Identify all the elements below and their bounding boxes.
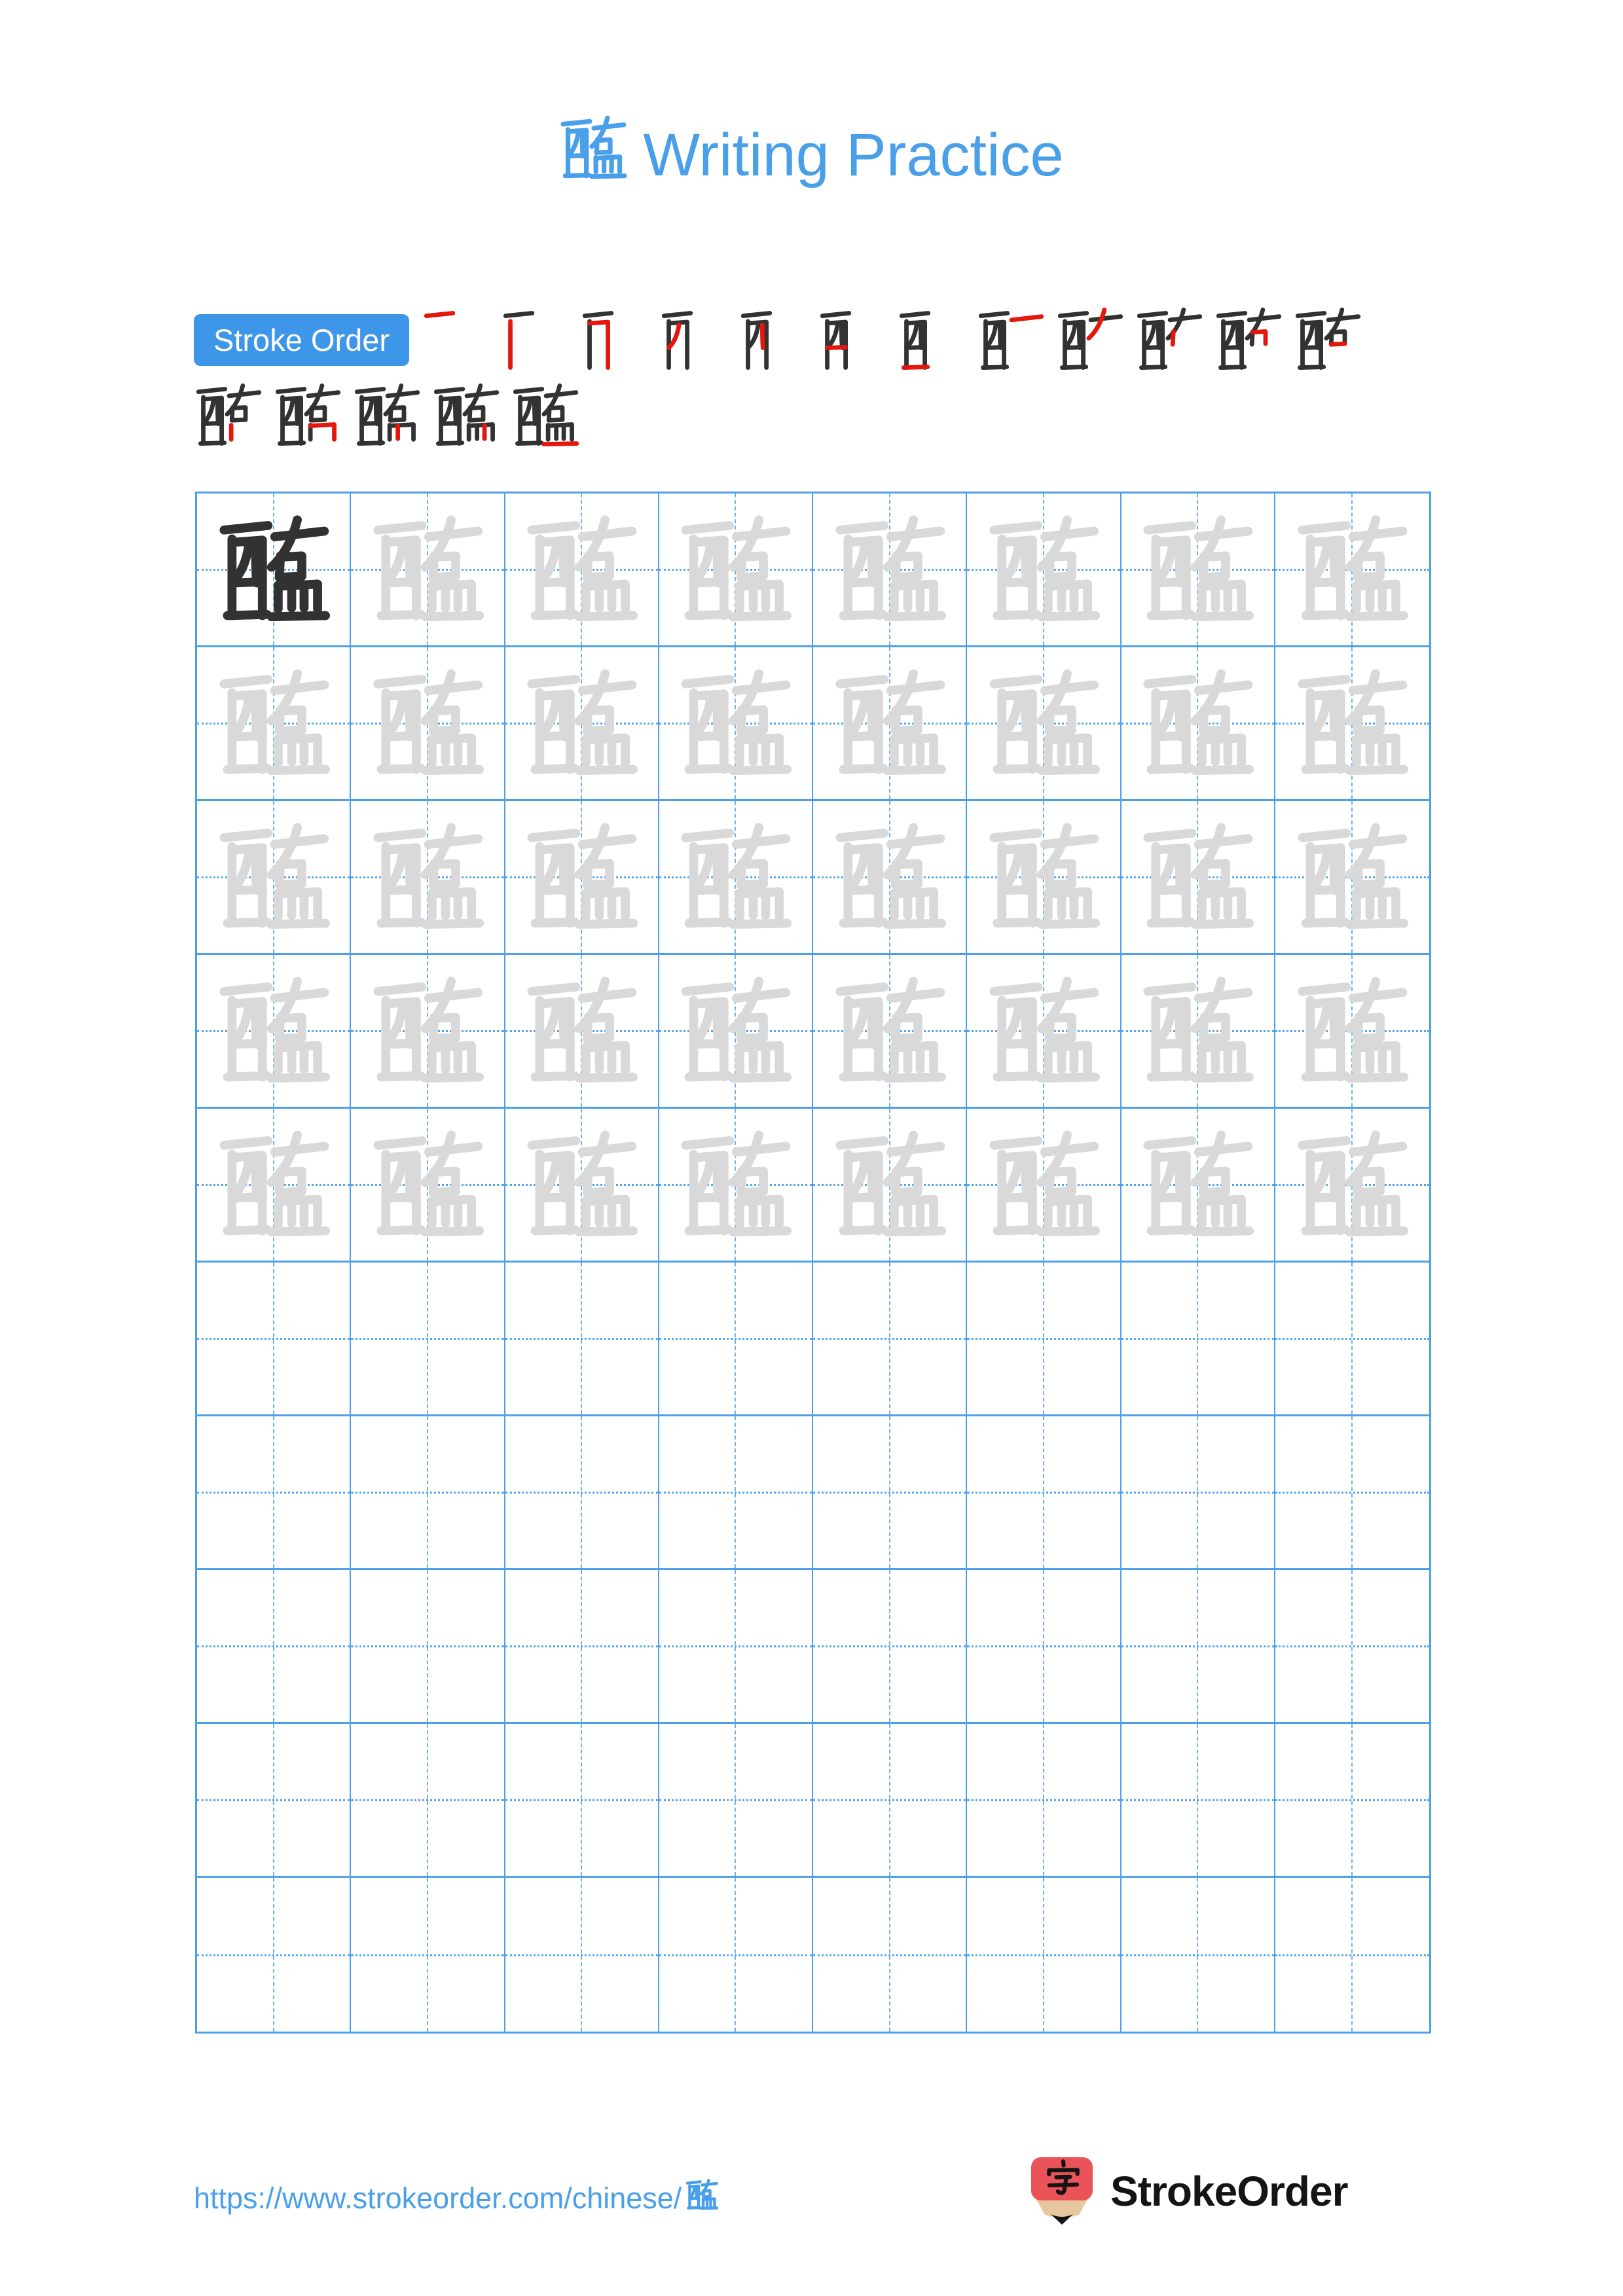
- practice-cell: [197, 955, 351, 1109]
- practice-cell: [351, 1878, 505, 2032]
- practice-cell: [505, 1109, 659, 1263]
- practice-cell: [505, 647, 659, 801]
- stroke-step-thumbnail: [511, 381, 580, 450]
- trace-character: [679, 975, 792, 1087]
- practice-cell: [351, 1724, 505, 1878]
- practice-cell: [1122, 1724, 1275, 1878]
- practice-cell: [967, 1570, 1121, 1724]
- trace-character: [525, 821, 638, 933]
- trace-character: [1141, 667, 1254, 780]
- trace-character: [1296, 821, 1408, 933]
- trace-character: [833, 667, 946, 780]
- practice-cell: [351, 955, 505, 1109]
- practice-cell: [505, 1878, 659, 2032]
- stroke-step-thumbnail: [352, 381, 422, 450]
- practice-cell: [197, 1416, 351, 1570]
- practice-cell: [813, 647, 967, 801]
- trace-character: [833, 821, 946, 933]
- practice-cell: [967, 1109, 1121, 1263]
- trace-character: [371, 667, 484, 780]
- practice-cell: [813, 801, 967, 955]
- example-character: [217, 513, 330, 626]
- practice-cell: [659, 1878, 813, 2032]
- brand-name: StrokeOrder: [1110, 2168, 1348, 2215]
- trace-character: [217, 1128, 330, 1241]
- practice-cell: [351, 1109, 505, 1263]
- trace-character: [679, 821, 792, 933]
- trace-character: [1296, 975, 1408, 1087]
- trace-character: [833, 513, 946, 626]
- stroke-step-thumbnail: [1055, 305, 1125, 374]
- practice-cell: [197, 1878, 351, 2032]
- stroke-order-badge: Stroke Order: [194, 314, 409, 366]
- practice-cell: [967, 493, 1121, 647]
- practice-cell: [967, 1263, 1121, 1416]
- practice-cell: [505, 1724, 659, 1878]
- practice-cell: [1275, 1724, 1429, 1878]
- practice-cell: [813, 1878, 967, 2032]
- practice-cell: [967, 1416, 1121, 1570]
- trace-character: [525, 1128, 638, 1241]
- practice-cell: [1275, 1109, 1429, 1263]
- practice-cell: [967, 1724, 1121, 1878]
- stroke-step-thumbnail: [897, 305, 966, 374]
- trace-character: [987, 1128, 1100, 1241]
- practice-cell: [1275, 1263, 1429, 1416]
- trace-character: [987, 821, 1100, 933]
- practice-cell: [659, 1416, 813, 1570]
- practice-cell: [1122, 1416, 1275, 1570]
- practice-cell: [1275, 647, 1429, 801]
- practice-cell: [813, 1570, 967, 1724]
- practice-cell: [813, 493, 967, 647]
- stroke-step-thumbnail: [976, 305, 1046, 374]
- practice-cell: [659, 801, 813, 955]
- source-url-text: https://www.strokeorder.com/chinese/: [194, 2181, 682, 2215]
- practice-cell: [505, 1416, 659, 1570]
- trace-character: [1141, 1128, 1254, 1241]
- practice-cell: [967, 955, 1121, 1109]
- trace-character: [371, 1128, 484, 1241]
- trace-character: [525, 667, 638, 780]
- stroke-step-thumbnail: [659, 305, 729, 374]
- stroke-step-thumbnail: [739, 305, 808, 374]
- trace-character: [217, 975, 330, 1087]
- trace-character: [833, 1128, 946, 1241]
- trace-character: [371, 975, 484, 1087]
- practice-cell: [813, 1263, 967, 1416]
- page-title: [0, 113, 1623, 198]
- page-title-text: Writing Practice: [643, 121, 1064, 188]
- practice-grid: [195, 492, 1431, 2034]
- trace-character: [679, 513, 792, 626]
- practice-cell: [967, 647, 1121, 801]
- trace-character: [1141, 821, 1254, 933]
- trace-character: [217, 667, 330, 780]
- practice-cell: [813, 1109, 967, 1263]
- practice-cell: [505, 493, 659, 647]
- practice-cell: [1122, 647, 1275, 801]
- stroke-order-section: [194, 305, 1439, 450]
- practice-cell: [351, 647, 505, 801]
- trace-character: [1296, 1128, 1408, 1241]
- trace-character: [679, 1128, 792, 1241]
- trace-character: [833, 975, 946, 1087]
- practice-cell: [1275, 1570, 1429, 1724]
- practice-cell: [351, 1416, 505, 1570]
- practice-cell: [659, 1263, 813, 1416]
- stroke-step-thumbnail: [194, 381, 263, 450]
- title-character-glyph: [559, 114, 627, 196]
- trace-character: [371, 513, 484, 626]
- practice-cell: [351, 801, 505, 955]
- source-url-character-glyph: [685, 2178, 718, 2218]
- practice-cell: [659, 1724, 813, 1878]
- trace-character: [987, 667, 1100, 780]
- practice-cell: [351, 1263, 505, 1416]
- practice-cell: [1122, 493, 1275, 647]
- trace-character: [987, 513, 1100, 626]
- trace-character: [987, 975, 1100, 1087]
- practice-cell: [659, 955, 813, 1109]
- trace-character: [371, 821, 484, 933]
- practice-cell: [351, 493, 505, 647]
- stroke-step-thumbnail: [431, 381, 501, 450]
- practice-cell: [967, 1878, 1121, 2032]
- logo-pencil-icon: [1029, 2157, 1095, 2225]
- practice-cell: [1122, 1878, 1275, 2032]
- practice-cell: [1275, 1878, 1429, 2032]
- practice-cell: [197, 801, 351, 955]
- practice-cell: [197, 1570, 351, 1724]
- stroke-step-thumbnail: [422, 305, 491, 374]
- practice-cell: [351, 1570, 505, 1724]
- strokeorder-logo: [1029, 2157, 1347, 2225]
- stroke-step-thumbnail: [1293, 305, 1362, 374]
- practice-cell: [197, 647, 351, 801]
- practice-cell: [505, 1263, 659, 1416]
- practice-cell: [659, 1109, 813, 1263]
- trace-character: [1296, 667, 1408, 780]
- trace-character: [1141, 513, 1254, 626]
- stroke-step-thumbnail: [818, 305, 887, 374]
- practice-cell: [197, 1109, 351, 1263]
- practice-cell: [1122, 1263, 1275, 1416]
- practice-cell: [813, 955, 967, 1109]
- practice-cell: [1122, 801, 1275, 955]
- practice-cell: [659, 493, 813, 647]
- trace-character: [525, 513, 638, 626]
- trace-character: [217, 821, 330, 933]
- practice-cell: [505, 955, 659, 1109]
- trace-character: [1141, 975, 1254, 1087]
- practice-cell: [197, 1263, 351, 1416]
- practice-cell: [1122, 1570, 1275, 1724]
- practice-cell: [659, 1570, 813, 1724]
- trace-character: [525, 975, 638, 1087]
- practice-cell: [1275, 801, 1429, 955]
- stroke-step-thumbnail: [273, 381, 342, 450]
- practice-cell: [1122, 955, 1275, 1109]
- practice-cell: [197, 493, 351, 647]
- stroke-step-thumbnail: [501, 305, 570, 374]
- practice-cell: [1275, 1416, 1429, 1570]
- practice-cell: [1275, 493, 1429, 647]
- practice-cell: [505, 1570, 659, 1724]
- stroke-step-thumbnail: [580, 305, 649, 374]
- practice-cell: [967, 801, 1121, 955]
- practice-cell: [1122, 1109, 1275, 1263]
- practice-cell: [813, 1724, 967, 1878]
- trace-character: [1296, 513, 1408, 626]
- practice-cell: [659, 647, 813, 801]
- trace-character: [679, 667, 792, 780]
- practice-cell: [505, 801, 659, 955]
- practice-cell: [813, 1416, 967, 1570]
- stroke-step-thumbnail: [1214, 305, 1283, 374]
- stroke-step-thumbnail: [1135, 305, 1204, 374]
- practice-cell: [197, 1724, 351, 1878]
- source-url-link[interactable]: [194, 2178, 718, 2218]
- practice-cell: [1275, 955, 1429, 1109]
